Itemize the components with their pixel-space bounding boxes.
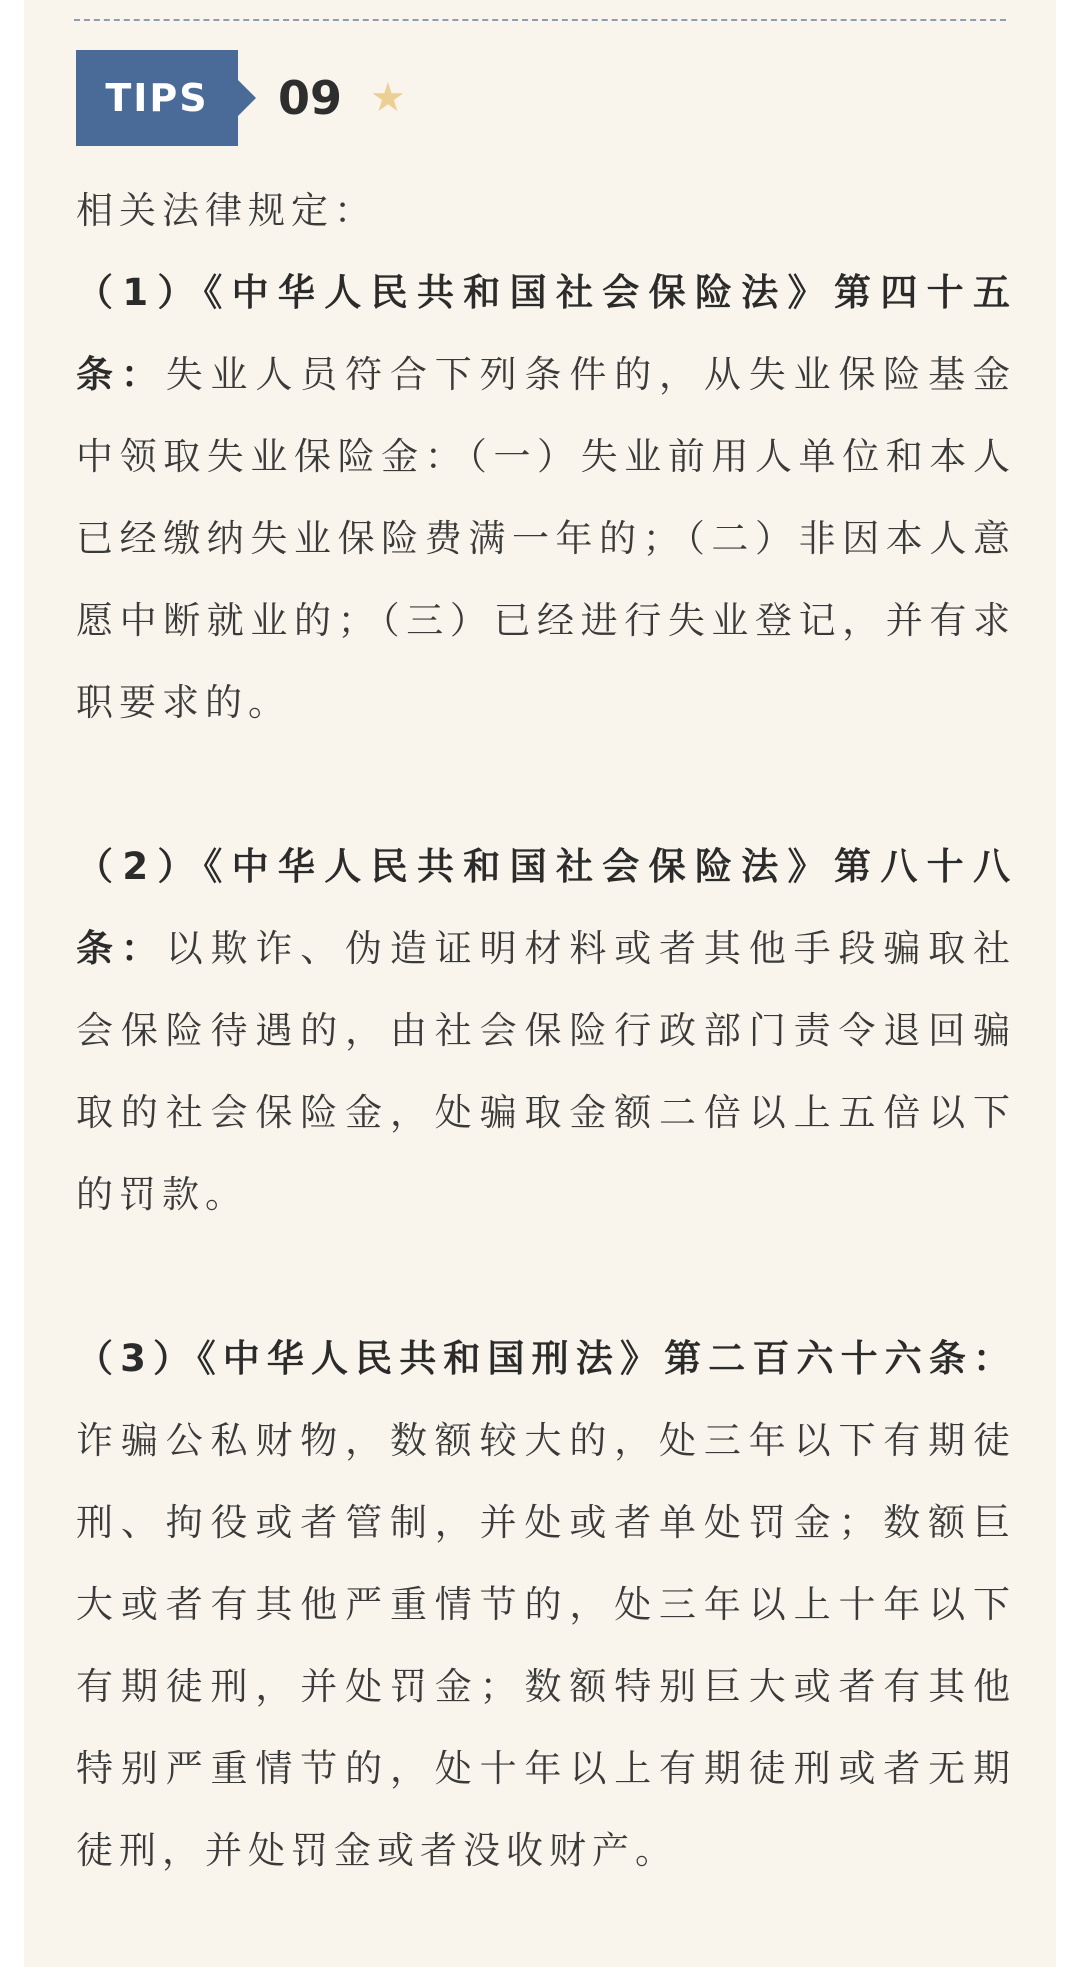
law-title: （2）《中华人民共和国社会保险法》第八十八条： — [76, 845, 1016, 970]
law-body: 诈骗公私财物，数额较大的，处三年以下有期徒刑、拘役或者管制，并处或者单处罚金；数额巨大或者有其他严重情节的，处三年以上十年以下有期徒刑，并处罚金；数额特别巨大或者有其他特别严重情节的，处十年以上有期徒刑或者无期徒刑，并处罚金或者没收财产。 — [76, 1419, 1016, 1872]
dashed-divider — [74, 19, 1006, 21]
star-icon: ★ — [370, 75, 406, 121]
law-paragraph — [76, 1318, 1016, 1892]
intro-text: 相关法律规定： — [76, 189, 377, 232]
tips-header — [76, 50, 406, 146]
article-page — [24, 0, 1056, 1967]
law-content — [76, 170, 1016, 1892]
law-paragraph — [76, 252, 1016, 744]
law-body: 失业人员符合下列条件的，从失业保险基金中领取失业保险金：（一）失业前用人单位和本人已经缴纳失业保险费满一年的；（二）非因本人意愿中断就业的；（三）已经进行失业登记，并有求职要求的。 — [76, 353, 1017, 724]
law-paragraph — [76, 826, 1016, 1236]
tips-badge-label: TIPS — [105, 76, 209, 120]
law-title: （3）《中华人民共和国刑法》第二百六十六条： — [76, 1337, 1016, 1380]
tips-badge — [76, 50, 238, 146]
law-body: 以欺诈、伪造证明材料或者其他手段骗取社会保险待遇的，由社会保险行政部门责令退回骗取的社会保险金，处骗取金额二倍以上五倍以下的罚款。 — [76, 927, 1017, 1216]
law-title: （1）《中华人民共和国社会保险法》第四十五条： — [76, 271, 1016, 396]
tips-number: 09 — [278, 71, 343, 125]
